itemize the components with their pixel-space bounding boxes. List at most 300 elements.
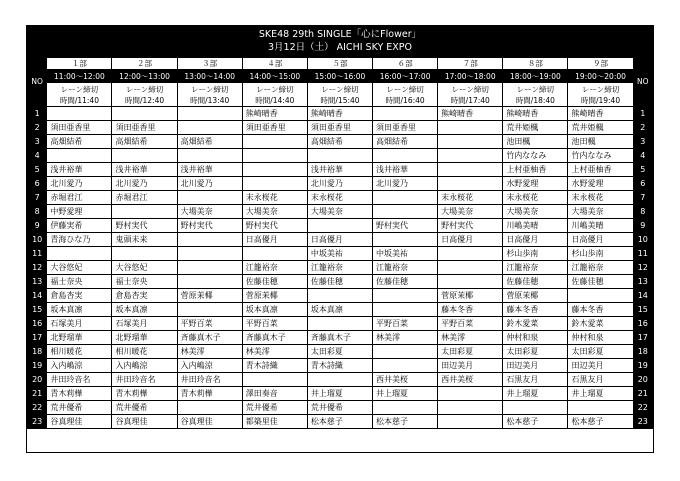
member-cell [373, 149, 438, 163]
member-cell: 佐藤佳穂 [373, 275, 438, 289]
member-cell: 大谷悠妃 [112, 261, 177, 275]
row-number-left: 12 [28, 261, 47, 275]
table-row [28, 219, 653, 233]
member-cell: 大場美奈 [438, 205, 503, 219]
no-header-right: NO [633, 58, 652, 107]
member-cell: 中野愛理 [47, 205, 112, 219]
member-cell: 太田彩夏 [503, 345, 568, 359]
member-cell: 北野瑠華 [47, 331, 112, 345]
member-cell: 斉藤真木子 [177, 331, 242, 345]
member-cell: 日高優月 [438, 233, 503, 247]
member-cell [242, 373, 307, 387]
member-cell: 池田楓 [568, 135, 633, 149]
row-number-right: 5 [633, 163, 652, 177]
row-number-right: 21 [633, 387, 652, 401]
no-header-left: NO [28, 58, 47, 107]
member-cell [373, 303, 438, 317]
table-row [28, 177, 653, 191]
member-cell: 須田亜香里 [47, 121, 112, 135]
table-row [28, 247, 653, 261]
time-slot: 13:00〜14:00 [177, 70, 242, 83]
member-cell: 相川暖花 [47, 345, 112, 359]
member-cell: 澤田奏音 [242, 387, 307, 401]
member-cell [47, 149, 112, 163]
row-number-left: 8 [28, 205, 47, 219]
row-number-left: 14 [28, 289, 47, 303]
table-row [28, 401, 653, 415]
row-number-left: 18 [28, 345, 47, 359]
member-cell: 高畑結希 [307, 135, 372, 149]
member-cell: 水野愛理 [568, 177, 633, 191]
member-cell: 太田彩夏 [438, 345, 503, 359]
time-slot: 11:00〜12:00 [47, 70, 112, 83]
member-cell: 須田亜香里 [373, 121, 438, 135]
member-cell: 末永桜花 [503, 191, 568, 205]
member-cell: 北野瑠華 [112, 331, 177, 345]
member-cell: 倉島杏実 [112, 289, 177, 303]
row-number-right: 14 [633, 289, 652, 303]
member-cell: 藤本冬香 [503, 303, 568, 317]
member-cell: 野村実代 [112, 219, 177, 233]
member-cell [373, 205, 438, 219]
row-number-right: 16 [633, 317, 652, 331]
table-row [28, 359, 653, 373]
member-cell: 鬼頭未来 [112, 233, 177, 247]
member-cell: 福士奈央 [47, 275, 112, 289]
member-cell: 杉山歩南 [503, 247, 568, 261]
row-number-left: 7 [28, 191, 47, 205]
member-cell: 太田彩夏 [568, 345, 633, 359]
member-cell: 仲村和泉 [503, 331, 568, 345]
member-cell: 佐藤佳穂 [568, 275, 633, 289]
member-cell: 菅原茉椰 [438, 289, 503, 303]
member-cell: 坂本真凛 [47, 303, 112, 317]
table-row [28, 373, 653, 387]
member-cell: 田辺美月 [438, 359, 503, 373]
member-cell [112, 205, 177, 219]
row-number-right: 2 [633, 121, 652, 135]
member-cell [373, 107, 438, 121]
member-cell: 中坂美祐 [373, 247, 438, 261]
member-cell: 井上瑠夏 [307, 387, 372, 401]
row-number-left: 16 [28, 317, 47, 331]
member-cell [438, 401, 503, 415]
member-cell: 浅井裕華 [177, 163, 242, 177]
member-cell [177, 149, 242, 163]
row-number-right: 19 [633, 359, 652, 373]
time-slot: 17:00〜18:00 [438, 70, 503, 83]
row-number-right: 7 [633, 191, 652, 205]
member-cell [242, 135, 307, 149]
row-number-left: 1 [28, 107, 47, 121]
member-cell [307, 149, 372, 163]
member-cell: 林美澪 [373, 331, 438, 345]
time-slot: 19:00〜20:00 [568, 70, 633, 83]
event-date-venue: 3月12日（土） AICHI SKY EXPO [267, 42, 412, 53]
member-cell: 田辺美月 [568, 359, 633, 373]
table-row [28, 275, 653, 289]
member-cell: 入内嶋涼 [112, 359, 177, 373]
time-slot: 18:00〜19:00 [503, 70, 568, 83]
member-cell: 青木詩織 [242, 359, 307, 373]
member-cell [438, 177, 503, 191]
member-cell: 須田亜香里 [112, 121, 177, 135]
lane-deadline: レーン締切 時間/14:40 [242, 83, 307, 107]
lane-deadline: レーン締切 時間/15:40 [307, 83, 372, 107]
table-row [28, 205, 653, 219]
member-cell: 浅井裕華 [373, 163, 438, 177]
member-cell [177, 303, 242, 317]
row-number-left: 22 [28, 401, 47, 415]
member-cell: 上村亜柚香 [503, 163, 568, 177]
member-cell [438, 275, 503, 289]
member-cell: 青海ひな乃 [47, 233, 112, 247]
member-cell: 熊崎晴香 [438, 107, 503, 121]
member-cell: 平野百菜 [242, 317, 307, 331]
row-number-right: 11 [633, 247, 652, 261]
member-cell: 林美澪 [242, 345, 307, 359]
member-cell: 西井美桜 [373, 373, 438, 387]
member-cell: 竹内ななみ [503, 149, 568, 163]
time-slot: 16:00〜17:00 [373, 70, 438, 83]
row-number-left: 19 [28, 359, 47, 373]
member-cell: 須田亜香里 [242, 121, 307, 135]
member-cell: 野村実代 [177, 219, 242, 233]
part-label: ５部 [307, 58, 372, 70]
member-cell: 末永桜花 [242, 191, 307, 205]
table-row [28, 331, 653, 345]
member-cell [373, 191, 438, 205]
row-number-right: 22 [633, 401, 652, 415]
member-cell: 赤堀君江 [112, 191, 177, 205]
table-row [28, 233, 653, 247]
member-cell: 松本慈子 [568, 415, 633, 429]
member-cell [373, 289, 438, 303]
member-cell [438, 247, 503, 261]
member-cell: 仲村和泉 [568, 331, 633, 345]
table-row [28, 191, 653, 205]
member-cell: 青木莉樺 [47, 387, 112, 401]
member-cell: 太田彩夏 [307, 345, 372, 359]
member-cell [177, 401, 242, 415]
row-number-left: 10 [28, 233, 47, 247]
member-cell: 大場美奈 [307, 205, 372, 219]
member-cell [47, 247, 112, 261]
member-cell [438, 135, 503, 149]
member-cell [438, 387, 503, 401]
member-cell: 末永桜花 [438, 191, 503, 205]
row-number-right: 23 [633, 415, 652, 429]
member-cell: 松本慈子 [373, 415, 438, 429]
time-slot: 15:00〜16:00 [307, 70, 372, 83]
member-cell: 鈴木愛菜 [568, 317, 633, 331]
member-cell: 川嶋美晴 [503, 219, 568, 233]
member-cell: 林美澪 [177, 345, 242, 359]
schedule-table [27, 57, 653, 429]
member-cell [373, 233, 438, 247]
member-cell [177, 261, 242, 275]
member-cell: 北川愛乃 [307, 177, 372, 191]
member-cell: 熊崎晴香 [242, 107, 307, 121]
member-cell: 水野愛理 [503, 177, 568, 191]
part-label: ７部 [438, 58, 503, 70]
row-number-left: 23 [28, 415, 47, 429]
member-cell: 石黒友月 [503, 373, 568, 387]
lane-deadline: レーン締切 時間/19:40 [568, 83, 633, 107]
member-cell [177, 233, 242, 247]
row-number-right: 13 [633, 275, 652, 289]
time-slot: 14:00〜15:00 [242, 70, 307, 83]
row-number-left: 13 [28, 275, 47, 289]
event-title: SKE48 29th SINGLE「心にFlower」 [258, 29, 422, 40]
member-cell: 日高優月 [242, 233, 307, 247]
table-row [28, 107, 653, 121]
table-row [28, 261, 653, 275]
member-cell: 松本慈子 [307, 415, 372, 429]
member-cell: 江籠裕奈 [242, 261, 307, 275]
part-label: １部 [47, 58, 112, 70]
member-cell: 浅井裕華 [307, 163, 372, 177]
member-cell: 江籠裕奈 [503, 261, 568, 275]
member-cell: 石塚美月 [47, 317, 112, 331]
row-number-right: 8 [633, 205, 652, 219]
member-cell: 野村実代 [242, 219, 307, 233]
member-cell [242, 177, 307, 191]
member-cell [438, 261, 503, 275]
member-cell: 伊藤実希 [47, 219, 112, 233]
member-cell: 入内嶋涼 [177, 359, 242, 373]
member-cell: 倉島杏実 [47, 289, 112, 303]
member-cell: 荒井姫楓 [503, 121, 568, 135]
member-cell: 江籠裕奈 [568, 261, 633, 275]
member-cell: 杉山歩南 [568, 247, 633, 261]
member-cell [438, 163, 503, 177]
member-cell [112, 107, 177, 121]
member-cell: 北川愛乃 [373, 177, 438, 191]
member-cell: 野村実代 [373, 219, 438, 233]
member-cell: 上村亜柚香 [568, 163, 633, 177]
member-cell: 青木莉樺 [177, 387, 242, 401]
header-row-parts [28, 58, 653, 70]
member-cell: 池田楓 [503, 135, 568, 149]
member-cell: 藤本冬香 [438, 303, 503, 317]
table-row [28, 317, 653, 331]
member-cell: 末永桜花 [307, 191, 372, 205]
member-cell: 石黒友月 [568, 373, 633, 387]
member-cell [307, 373, 372, 387]
member-cell: 高畑結希 [47, 135, 112, 149]
member-cell: 高畑結希 [373, 135, 438, 149]
lane-deadline: レーン締切 時間/18:40 [503, 83, 568, 107]
member-cell: 井田玲音名 [47, 373, 112, 387]
member-cell [307, 219, 372, 233]
member-cell: 坂本真凛 [307, 303, 372, 317]
member-cell: 大場美奈 [568, 205, 633, 219]
member-cell: 日高優月 [503, 233, 568, 247]
member-cell: 相川暖花 [112, 345, 177, 359]
member-cell: 西井美桜 [438, 373, 503, 387]
member-cell: 大場美奈 [242, 205, 307, 219]
member-cell: 川嶋美晴 [568, 219, 633, 233]
member-cell: 赤堀君江 [47, 191, 112, 205]
member-cell [177, 247, 242, 261]
member-cell: 青木莉樺 [112, 387, 177, 401]
row-number-right: 15 [633, 303, 652, 317]
member-cell: 谷真理佳 [47, 415, 112, 429]
row-number-right: 18 [633, 345, 652, 359]
member-cell [112, 247, 177, 261]
lane-deadline: レーン締切 時間/16:40 [373, 83, 438, 107]
member-cell: 井上瑠夏 [503, 387, 568, 401]
member-cell: 菅原茉椰 [242, 289, 307, 303]
member-cell [373, 359, 438, 373]
table-row [28, 121, 653, 135]
lane-deadline: レーン締切 時間/13:40 [177, 83, 242, 107]
row-number-right: 6 [633, 177, 652, 191]
member-cell: 佐藤佳穂 [503, 275, 568, 289]
member-cell: 須田亜香里 [307, 121, 372, 135]
row-number-right: 17 [633, 331, 652, 345]
row-number-left: 6 [28, 177, 47, 191]
member-cell: 野村実代 [438, 219, 503, 233]
member-cell: 日高優月 [307, 233, 372, 247]
header-row-times [28, 70, 653, 83]
member-cell: 末永桜花 [568, 191, 633, 205]
member-cell: 鈴木愛菜 [503, 317, 568, 331]
member-cell: 佐藤佳穂 [307, 275, 372, 289]
member-cell: 石塚美月 [112, 317, 177, 331]
member-cell: 日高優月 [568, 233, 633, 247]
lane-deadline: レーン締切 時間/17:40 [438, 83, 503, 107]
member-cell: 熊崎晴香 [307, 107, 372, 121]
member-cell: 谷真理佳 [177, 415, 242, 429]
member-cell [242, 163, 307, 177]
member-cell [242, 247, 307, 261]
member-cell: 福士奈央 [112, 275, 177, 289]
row-number-left: 3 [28, 135, 47, 149]
table-row [28, 415, 653, 429]
member-cell [47, 107, 112, 121]
member-cell [177, 275, 242, 289]
member-cell: 青木詩織 [307, 359, 372, 373]
member-cell: 平野百菜 [373, 317, 438, 331]
member-cell: 荒井優希 [112, 401, 177, 415]
table-row [28, 163, 653, 177]
member-cell: 菅原茉椰 [503, 289, 568, 303]
member-cell [177, 107, 242, 121]
table-row [28, 387, 653, 401]
table-row [28, 135, 653, 149]
member-cell: 平野百菜 [177, 317, 242, 331]
row-number-left: 9 [28, 219, 47, 233]
handshake-lane-schedule [26, 25, 654, 453]
row-number-right: 10 [633, 233, 652, 247]
member-cell: 北川愛乃 [112, 177, 177, 191]
member-cell: 荒井優希 [307, 401, 372, 415]
member-cell: 大場美奈 [177, 205, 242, 219]
member-cell: 平野百菜 [438, 317, 503, 331]
member-cell: 北川愛乃 [177, 177, 242, 191]
row-number-right: 9 [633, 219, 652, 233]
member-cell [373, 401, 438, 415]
member-cell: 入内嶋涼 [47, 359, 112, 373]
member-cell [438, 121, 503, 135]
table-row [28, 303, 653, 317]
member-cell: 浅井裕華 [112, 163, 177, 177]
member-cell: 高畑結希 [112, 135, 177, 149]
lane-deadline: レーン締切 時間/11:40 [47, 83, 112, 107]
table-row [28, 289, 653, 303]
row-number-left: 20 [28, 373, 47, 387]
part-label: ２部 [112, 58, 177, 70]
time-slot: 12:00〜13:00 [112, 70, 177, 83]
member-cell: 荒井優希 [242, 401, 307, 415]
member-cell: 林美澪 [438, 331, 503, 345]
member-cell: 江籠裕奈 [307, 261, 372, 275]
part-label: ８部 [503, 58, 568, 70]
member-cell [177, 121, 242, 135]
member-cell: 井田玲音名 [112, 373, 177, 387]
member-cell: 竹内ななみ [568, 149, 633, 163]
member-cell [307, 317, 372, 331]
part-label: ３部 [177, 58, 242, 70]
member-cell: 都築里佳 [242, 415, 307, 429]
member-cell [503, 401, 568, 415]
table-row [28, 149, 653, 163]
row-number-left: 5 [28, 163, 47, 177]
member-cell [373, 345, 438, 359]
member-cell: 浅井裕華 [47, 163, 112, 177]
row-number-left: 15 [28, 303, 47, 317]
member-cell [112, 149, 177, 163]
row-number-left: 21 [28, 387, 47, 401]
member-cell [307, 289, 372, 303]
member-cell [177, 191, 242, 205]
member-cell: 高畑結希 [177, 135, 242, 149]
member-cell: 谷真理佳 [112, 415, 177, 429]
member-cell: 佐藤佳穂 [242, 275, 307, 289]
member-cell: 北川愛乃 [47, 177, 112, 191]
member-cell: 坂本真凛 [112, 303, 177, 317]
member-cell [438, 149, 503, 163]
member-cell: 菅原茉椰 [177, 289, 242, 303]
member-cell: 大谷悠妃 [47, 261, 112, 275]
title-bar [27, 26, 653, 57]
member-cell: 斉藤真木子 [307, 331, 372, 345]
part-label: ９部 [568, 58, 633, 70]
row-number-right: 1 [633, 107, 652, 121]
row-number-left: 4 [28, 149, 47, 163]
member-cell: 田辺美月 [503, 359, 568, 373]
member-cell: 荒井姫楓 [568, 121, 633, 135]
member-cell: 荒井優希 [47, 401, 112, 415]
row-number-right: 12 [633, 261, 652, 275]
table-row [28, 345, 653, 359]
member-cell [568, 289, 633, 303]
lane-deadline: レーン締切 時間/12:40 [112, 83, 177, 107]
row-number-right: 4 [633, 149, 652, 163]
member-cell: 熊崎晴香 [503, 107, 568, 121]
member-cell: 大場美奈 [503, 205, 568, 219]
part-label: ４部 [242, 58, 307, 70]
member-cell: 熊崎晴香 [568, 107, 633, 121]
member-cell: 江籠裕奈 [373, 261, 438, 275]
member-cell: 松本慈子 [503, 415, 568, 429]
row-number-left: 17 [28, 331, 47, 345]
member-cell [438, 415, 503, 429]
member-cell: 藤本冬香 [568, 303, 633, 317]
part-label: ６部 [373, 58, 438, 70]
